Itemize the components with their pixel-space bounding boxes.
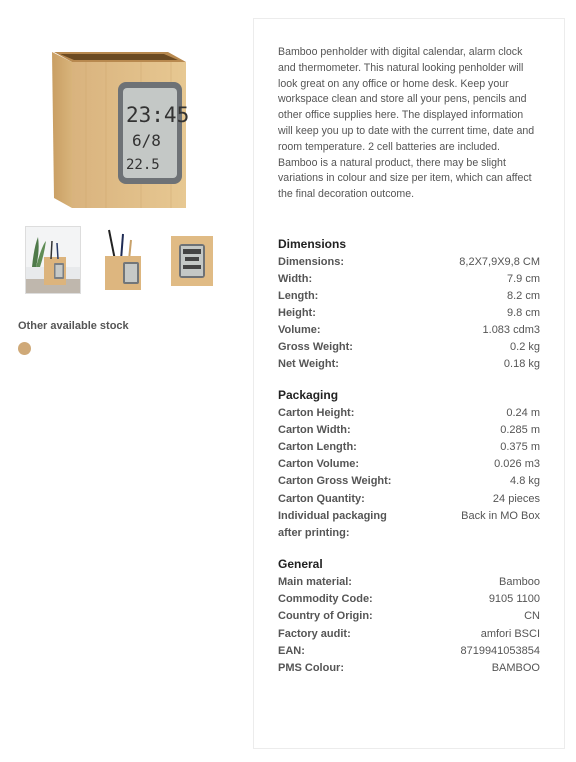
- general-title: General: [278, 557, 323, 571]
- dimensions-row: [278, 305, 540, 322]
- packaging-title: Packaging: [278, 388, 339, 402]
- spec-label: PMS Colour:: [278, 662, 344, 674]
- packaging-row: [278, 473, 540, 490]
- display-temp: 22.5: [126, 157, 160, 173]
- product-main-image[interactable]: [46, 42, 194, 210]
- spec-value: Back in MO Box: [461, 509, 540, 522]
- packaging-row: [278, 422, 540, 439]
- spec-label: Net Weight:: [278, 358, 339, 370]
- spec-label: Carton Length:: [278, 441, 357, 454]
- product-details-panel: [253, 18, 565, 749]
- packaging-row: [278, 456, 540, 473]
- spec-label: Length:: [278, 290, 319, 302]
- spec-value: amfori BSCI: [480, 627, 540, 640]
- dimensions-row: [278, 254, 540, 271]
- spec-value: Bamboo: [499, 576, 540, 588]
- color-swatch-bamboo[interactable]: [18, 342, 31, 355]
- spec-label: Carton Volume:: [278, 458, 360, 471]
- packaging-row: [278, 508, 540, 542]
- thumbnail-gallery: [25, 226, 225, 296]
- spec-value: 8,2X7,9X9,8 CM: [459, 256, 540, 268]
- spec-label: Width:: [278, 273, 313, 285]
- dimensions-row: [278, 339, 540, 356]
- spec-label: Main material:: [278, 576, 352, 588]
- general-row: [278, 574, 540, 591]
- packaging-row: [278, 405, 540, 422]
- spec-value: 24 pieces: [492, 492, 540, 505]
- product-description: Bamboo penholder with digital calendar, alarm clock and thermometer. This natural looking penholder will look great on any office or home desk. Keep your workspace clean and store all your pens, pencils and other office supplies here. The displayed information will keep you up to date with the current time, date and room temperature. 2 cell batteries are included. Bamboo is a natural product, there may be slight variations in colour and size per item, which can affect the final decoration outcome.: [278, 46, 535, 201]
- packaging-row: [278, 439, 540, 456]
- spec-label: Commodity Code:: [278, 593, 373, 606]
- spec-label: Carton Width:: [278, 424, 351, 437]
- spec-label: Volume:: [278, 324, 321, 336]
- spec-value: 7.9 cm: [506, 273, 540, 285]
- spec-label: Carton Height:: [278, 407, 355, 419]
- spec-value: 9105 1100: [488, 593, 540, 606]
- display-date: 6/8: [132, 131, 161, 150]
- spec-value: 0.375 m: [500, 441, 540, 454]
- spec-label: EAN:: [278, 644, 305, 657]
- spec-label: Height:: [278, 307, 316, 319]
- spec-value: 0.2 kg: [510, 341, 540, 353]
- spec-label: Carton Quantity:: [278, 492, 365, 505]
- general-row: [278, 626, 540, 643]
- spec-value: BAMBOO: [491, 662, 540, 674]
- spec-label: Dimensions:: [278, 256, 345, 268]
- thumbnail-front[interactable]: [171, 236, 213, 286]
- general-row: [278, 643, 540, 660]
- dimensions-row: [278, 322, 540, 339]
- general-row: [278, 660, 540, 677]
- spec-label: Individual packaging: [278, 509, 387, 522]
- dimensions-title: Dimensions: [278, 237, 347, 251]
- spec-label: Factory audit:: [278, 627, 351, 640]
- spec-value: 0.18 kg: [503, 358, 540, 370]
- dimensions-row: [278, 271, 540, 288]
- dimensions-row: [278, 288, 540, 305]
- spec-value: CN: [524, 610, 540, 623]
- thumbnail-lifestyle[interactable]: [25, 226, 81, 294]
- general-row: [278, 591, 540, 608]
- spec-value: 8719941053854: [460, 644, 540, 657]
- thumbnail-with-pens[interactable]: [101, 226, 145, 294]
- spec-value: 8.2 cm: [506, 290, 540, 302]
- display-time: 23:45: [126, 103, 190, 127]
- spec-value: 0.24 m: [506, 407, 540, 419]
- spec-label: Gross Weight:: [278, 341, 353, 353]
- spec-value: 1.083 cdm3: [482, 324, 540, 336]
- spec-label: Carton Gross Weight:: [278, 475, 392, 488]
- spec-value: 9.8 cm: [506, 307, 540, 319]
- other-stock-title: Other available stock: [18, 320, 129, 332]
- spec-value: 0.285 m: [500, 424, 540, 437]
- spec-value: 0.026 m3: [494, 458, 540, 471]
- dimensions-row: [278, 356, 540, 373]
- spec-value: 4.8 kg: [510, 475, 540, 488]
- spec-label: Country of Origin:: [278, 610, 373, 623]
- spec-label-continued: after printing:: [278, 526, 350, 539]
- packaging-row: [278, 491, 540, 508]
- general-row: [278, 608, 540, 625]
